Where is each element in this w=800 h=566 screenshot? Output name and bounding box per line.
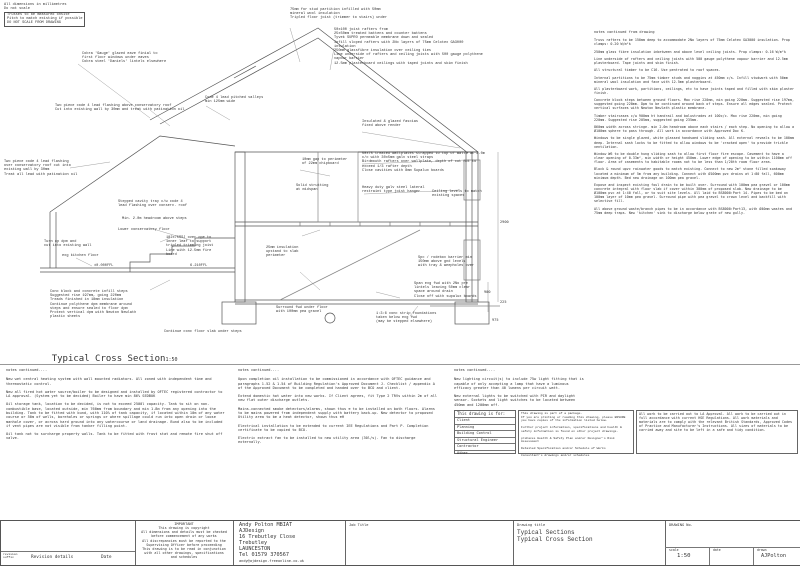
important-line: before commencement of any works xyxy=(151,534,217,539)
right-notes-title: notes continued from drawing xyxy=(594,30,655,34)
note-paragraph: Mains-connected smoke detectors/alarms, shown thus ⊕ to be installed on both floors. Alarms to be mains powered from independent supply with battery back-up. New detector to proposed Utility area to be a heat detector, shown thus ⊕H xyxy=(238,406,438,420)
issued-for-row: Contractor xyxy=(455,443,515,450)
issued-for-row: Structural Engineer xyxy=(455,437,515,444)
left-inner-wall xyxy=(235,152,245,302)
important-line: Supervising Officer before proceeding xyxy=(146,542,222,547)
foundation-left xyxy=(222,302,256,324)
label-strutting: Solid strutting at midspan xyxy=(296,184,329,193)
label-dpc: Spc / rodebox barrier min 150mm above gnd levels with tray & weepholes over xyxy=(418,256,475,269)
dim-975: 975 xyxy=(492,318,499,322)
company-address-3: LAUNCESTON xyxy=(239,546,271,552)
trusses-note: Trusses to be measured onsite Pitch to match existing if possible DO NOT SCALE FROM DRAWING xyxy=(4,12,85,27)
important-box xyxy=(135,521,234,565)
drawing-no-divider xyxy=(665,547,800,548)
note-paragraph: Internal partitions to be 75mm timber studs and noggins at 450mm c/s. Infill studwork with 50mm mineral wool insulation and face with 12.5mm plasterboard. xyxy=(594,75,790,84)
dimensions-note: All dimensions in millimetres Do not scale xyxy=(4,3,67,12)
issued-for-title: This drawing is for: xyxy=(457,411,506,416)
note-paragraph: Electric extract fan to be installed to new utility area (30l/s). Fan to discharge externally. xyxy=(238,436,418,445)
note-paragraph: Expose and inspect existing foul drain to be built over. Surround with 100mm pea gravel or 100mm concrete integral with floor slab if cover within 300mm of proposed slab. New drainage to be Ø100mm pvc at 1:40 fall, or to suit site levels. All laid to BS8000:Part 14. Pipes to be bed on 100mm layer of 10mm pea gravel. Surround pipe with pea gravel to crown level and backfill with selective fill. xyxy=(594,182,793,204)
issued-for-row: Planning xyxy=(455,424,515,431)
label-joist-hanger: Heavy duty galv steel lateral restraint type joist hanger xyxy=(362,186,425,195)
works-text: All work to be carried out to LA Approval. All work to be carried out in full accordance with current HSE Regulations. All work materials and materials are to comply with the relevant British Standards, Approved Codes of Practice and Manufacturer's Instructions. All sizes of materials to be carried away and site to be left in a safe and tidy condition. xyxy=(639,412,795,432)
note-paragraph: Oil tank not to surcharge property walls. Tank to be fitted with frost stat and remote fire shut off valve. xyxy=(6,432,225,441)
label-flashing-conservatory: Two piece code 4 lead flashing above conservatory roof Cut into existing wall by 30mm and treat with patination oil xyxy=(55,104,185,113)
label-kitchen-floor: exg kitchen floor xyxy=(62,254,99,258)
label-stud-partition: 75mm for stud partition infilled with 50mm mineral wool insulation Tripled floor joist (trimmer to stairs) under xyxy=(290,8,388,21)
drawn-label: drawn xyxy=(757,548,767,552)
dim-2900: 2900 xyxy=(500,220,509,224)
issued-for-row: Building Control xyxy=(455,430,515,437)
notes-column-3 xyxy=(454,368,588,411)
title-block xyxy=(0,520,800,566)
joist-ends xyxy=(300,222,450,226)
note-paragraph: Truss rafters to be 150mm deep to accommodate 2No layers of 75mm Celotex GA3000 insulation. Prop clamps: 0.20 W/m²k xyxy=(594,38,793,47)
label-ffl-upper: 6.210FFL xyxy=(190,264,208,268)
note-paragraph: Oil storage tank, location to be decided, is not to exceed 2500l capacity. Tank to sit on non-combustible base, located outside, min 760mm from boundary and min 1.8m from any opening into the building. Tank to be fitted with bund, with 110% of tank capacity, if located within 10m of any water course or 50m of wells, boreholes or springs or where spillage could run into open drain or loose manhole cover, or across hard ground into any watercourse or land drainage. Bund also to be included if vent pipes are not visible from tanker filling point. xyxy=(6,402,227,428)
dim-900: 900 xyxy=(484,290,491,294)
job-title-label: Job Title xyxy=(349,523,369,527)
label-steps-spec: Conc block and concrete infill steps Suggested rise 197mm, going 220mm Treads finished in 18mm insulation Continue polythene dpm membrane around steps and ensure sealed to floor dpm Protect vertical dpm with Newton Newlath plastic sheets xyxy=(50,290,137,320)
label-strip-foundations: 1:3:6 conc strip foundations taken below exg fwd (may be stepped elsewhere) xyxy=(376,312,437,325)
revision-suffix-label: revision suffix xyxy=(3,553,18,560)
label-ceiling-levels: Ceiling levels to match existing spaces xyxy=(432,190,482,199)
revision-area xyxy=(1,521,136,565)
note-paragraph: Line underside of rafters and ceiling joists with 500 gauge polythene vapour barrier and 12.5mm plasterboard. Tape joints and skim finish. xyxy=(594,56,790,65)
job-title-box xyxy=(345,521,514,565)
issued-for-rows xyxy=(455,417,515,456)
important-line: with all other drawings, specifications xyxy=(144,551,224,556)
package-box xyxy=(518,410,634,457)
label-fascias: Insulated & glazed fascias fixed above render xyxy=(362,120,419,129)
company-firm: AJDesign xyxy=(239,528,264,534)
note-paragraph: Windows to be single glazed, white glassed handsaed sliding sash. All external reveals to be 100mm deep. Internal sash locks to be fitted to allow windows to be 'cracked open' to provide trickle ventilation. xyxy=(594,136,797,149)
company-address-2: Trebutley xyxy=(239,540,268,546)
note-paragraph: All structural timber to be C16. Use pentrated to roof spaces. xyxy=(594,68,721,73)
note-paragraph: 860mm width across stringe. min 2.0m headroom above each stairs / each step. No opening to allow a Ø100mm sphere to pass through. All work in accordance with Approved Doc K. xyxy=(594,125,797,134)
company-tel: Tel 01579 370567 xyxy=(239,552,289,558)
note-paragraph: Timber staircases c/w 900mm ht handrail and balustrades at 100c/c. Max rise 220mm, min going 220mm. Suggested rise 205mm, suggested going 235mm. xyxy=(594,113,784,122)
label-cavity-tray: Stepped cavity tray c/w code 4 lead flashing over conserv. roof xyxy=(118,200,188,209)
label-eave-finial: Cobra 'Gauge' glazed eave finial to first floor windows under eaves Cobra steel 'Daniels' lintels elsewhere xyxy=(82,52,167,65)
company-box xyxy=(233,521,346,565)
label-insulation-upstand: 25mm insulation upstand to slab perimeter xyxy=(266,246,299,259)
label-two-piece-flashing: Two piece code 4 lead flashing over conservatory roof cut into existing wall by 30mm Treat all lead with patination oil xyxy=(4,160,78,177)
note-paragraph: New lighting circuit(s) to include 75w light fitting that is capable of only accepting a lamp that have a luminous efficacy greater than 40 lumens per circuit watt. xyxy=(454,377,586,390)
right-notes-paragraphs xyxy=(594,38,796,215)
revision-divider xyxy=(1,551,135,552)
issued-for-row: Client xyxy=(455,417,515,424)
note-paragraph: All plasterboard work, partitions, ceilings, etc to have joints taped and filled with skim plaster finish. xyxy=(594,86,797,95)
label-surround-drain: Surround fwd under floor with 100mm pea gravel xyxy=(276,306,328,315)
drain-pipe xyxy=(325,313,335,323)
issued-for-table xyxy=(454,410,516,454)
notes-col1-heading: notes continued.... xyxy=(6,368,48,372)
important-line: All dimensions and details must be checked xyxy=(141,530,227,535)
dim-225: 225 xyxy=(500,300,507,304)
section-title-scale: 1:50 xyxy=(165,357,178,363)
notes-col3-body xyxy=(454,377,588,407)
label-rafter-build-up: 50x100 joist rafters from 25x50mm treated battens and counter battens Tyvek SUPRO permeable membrane down and sealed Infill sloped rafters with 2No layers of 75mm Celotex GA3000 insulation 250mm glassfibre insulation over ceiling ties Line underside of rafters and ceiling joists with 500 gauge polythene vapour barrier 12.5mm plasterboard ceilings with taped joints and skim finish xyxy=(334,28,483,66)
note-paragraph: New external lights to be switched with PIR and daylight sensor. Sockets and light switches to be located between 450mm and 1200mm aff. xyxy=(454,394,578,407)
notes-col1-body xyxy=(6,377,228,441)
drawing-number-box xyxy=(665,521,800,565)
date-label: Date xyxy=(101,555,112,560)
label-lower-conservatory: Lower conservatory floor xyxy=(118,228,170,232)
label-turn-up-dpm: Turn up dpm and cut into existing wall xyxy=(44,240,92,249)
foundation-right xyxy=(455,302,489,324)
note-paragraph: New all fired hot water source/boiler to be designed and installed by OFTEC registered contractor to LA approval. (System yet to be decided) Boiler to have min 86% SEDBUK xyxy=(6,389,225,399)
scale-label: scale xyxy=(669,548,679,552)
note-paragraph: Upon completion oil installation to be commissioned in accordance with OFTEC guidance and paragraphs 1.52 & 1.54 of Building Regulation's Approved Document J. Checklist / appendix A of the Approved Document to be completed and handed over to BCO and client. xyxy=(238,377,438,390)
notes-column-1 xyxy=(6,368,228,445)
company-address-1: 16 Trebutley Close xyxy=(239,534,296,540)
note-paragraph: Electrical installation to be extended to current IEE Regulations and Part P. Completion certificate to be copied to BCO. xyxy=(238,423,431,432)
scale-value: 1:50 xyxy=(677,553,691,559)
right-notes xyxy=(594,30,796,218)
notes-column-2 xyxy=(238,368,440,449)
notes-col2-body xyxy=(238,377,440,445)
important-line: This drawing is copyright xyxy=(158,526,210,530)
important-lines xyxy=(135,526,233,560)
company-name: Andy Polton MBIAT xyxy=(239,522,293,528)
section-title-text: Typical Cross Section xyxy=(51,354,166,364)
revision-details-label: Revision details xyxy=(31,555,74,560)
note-paragraph: Window W6 to be double hung sliding sash to allow first floor fire escape. Casement to have a clear opening of 0.33m², min width or height 450mm. Lower edge of opening to be within 1100mm off floor. Area of casements to habitable rooms not to be less than 1/20th room floor area. xyxy=(594,151,795,165)
works-box xyxy=(636,410,798,454)
date-column-label: date xyxy=(713,548,721,552)
note-paragraph: 250mm glass fibre insulation inbetween and above level ceiling joists. Prop clamps: 0.16 W/m²k xyxy=(594,49,786,54)
scale-divider xyxy=(709,547,710,565)
note-paragraph: New wet central heating system with wall mounted radiators. All zoned with independent time and thermostatic control. xyxy=(6,377,214,386)
label-ffl-zero: ±0.000FFL xyxy=(94,264,114,268)
drawing-title-label: Drawing title xyxy=(517,523,546,527)
stair-flight xyxy=(280,230,420,300)
note-paragraph: Block & round upvc rainwater goods to match existing. Connect to new 2m² stone filled soakaway located a minimum of 5m from any building. Connect with Ø100mm pvc drains at 1:80 fall, 600mm minimum depth. Bed new drainage on 100mm pea gravel. xyxy=(594,167,788,180)
drawn-value: AJPolton xyxy=(761,553,786,559)
notes-col2-heading: notes continued.... xyxy=(238,368,280,372)
note-paragraph: All above ground waste/branch pipes to be in accordance with BS8000:Part13, with Ø40mm wastes and 75mm deep traps. New 'kitchen' sink to discharge below grate of new gully. xyxy=(594,206,795,215)
label-rsj: 182x75RSJ over ope to inner leaf to support tripled trimming joist Line with 12.5mm fire board xyxy=(166,236,214,257)
package-text: This drawing is part of a package. If you are printing or reading this drawing, please ENSURE you have copies of the information listed below. Further project information, specifications and health & safety information is found on other project drawings. preFaces Health & Safety Plan and/or Designer's Risk Assessment Detailed Specification and/or Schedule of Works Consultant's drawings and/or schedules xyxy=(521,412,626,457)
label-headroom: Min. 2.0m headroom above steps xyxy=(122,217,187,221)
important-line: All discrepancies must be reported to the xyxy=(142,538,226,543)
label-lead-valleys: Code 4 lead pitched valleys min 125mm wide xyxy=(205,96,264,105)
important-line: This drawing is to be read in conjunction xyxy=(142,547,226,552)
note-paragraph: Extend domestic hot water into new works. If Client agrees, fit Type 2 TRVs within 2m of all new flat outer discharge outlets. xyxy=(238,394,440,403)
important-line: and schedules xyxy=(170,555,198,560)
company-email: andy@ajdesign.freeonline.co.uk xyxy=(239,559,304,563)
date-divider xyxy=(753,547,754,565)
issued-for-row: Other xyxy=(455,450,515,457)
note-paragraph: Concrete block steps between ground floors. Max rise 220mm, min going 220mm. Suggested rise 197mm, suggested going 220mm. Dpm to be continued around back of steps. Ensure all edges sealed. Protect vertical surfaces with Newton Newlath plastic membrane. xyxy=(594,98,797,111)
label-wallplates: 50x75 treated wallplates strapped to top of walls at 2.0m c/c with 30x5mm galv steel straps Birdmouth rafters over wallplate, depth of cut not to exceed 1/3 rafter depth Close cavities with 8mm Supalux boards xyxy=(362,152,485,173)
label-span-drain: Span exg fwd with 2No pre lintels leaving 50mm clear space around drain Close off with supalux boards xyxy=(414,282,477,299)
important-title: IMPORTANT xyxy=(174,522,194,526)
notes-divider xyxy=(0,364,800,365)
drawing-no-label: DRAWING No. xyxy=(669,523,693,527)
drawing-title-value: Typical Sections Typical Cross Section xyxy=(517,529,593,543)
label-chipboard-gap: 10mm gap to perimeter of 22mm chipboard xyxy=(302,158,348,167)
notes-col3-heading: notes continued.... xyxy=(454,368,496,372)
label-slab-under-steps: Continue conc floor slab under steps xyxy=(164,330,242,334)
drawing-title-box xyxy=(513,521,666,565)
